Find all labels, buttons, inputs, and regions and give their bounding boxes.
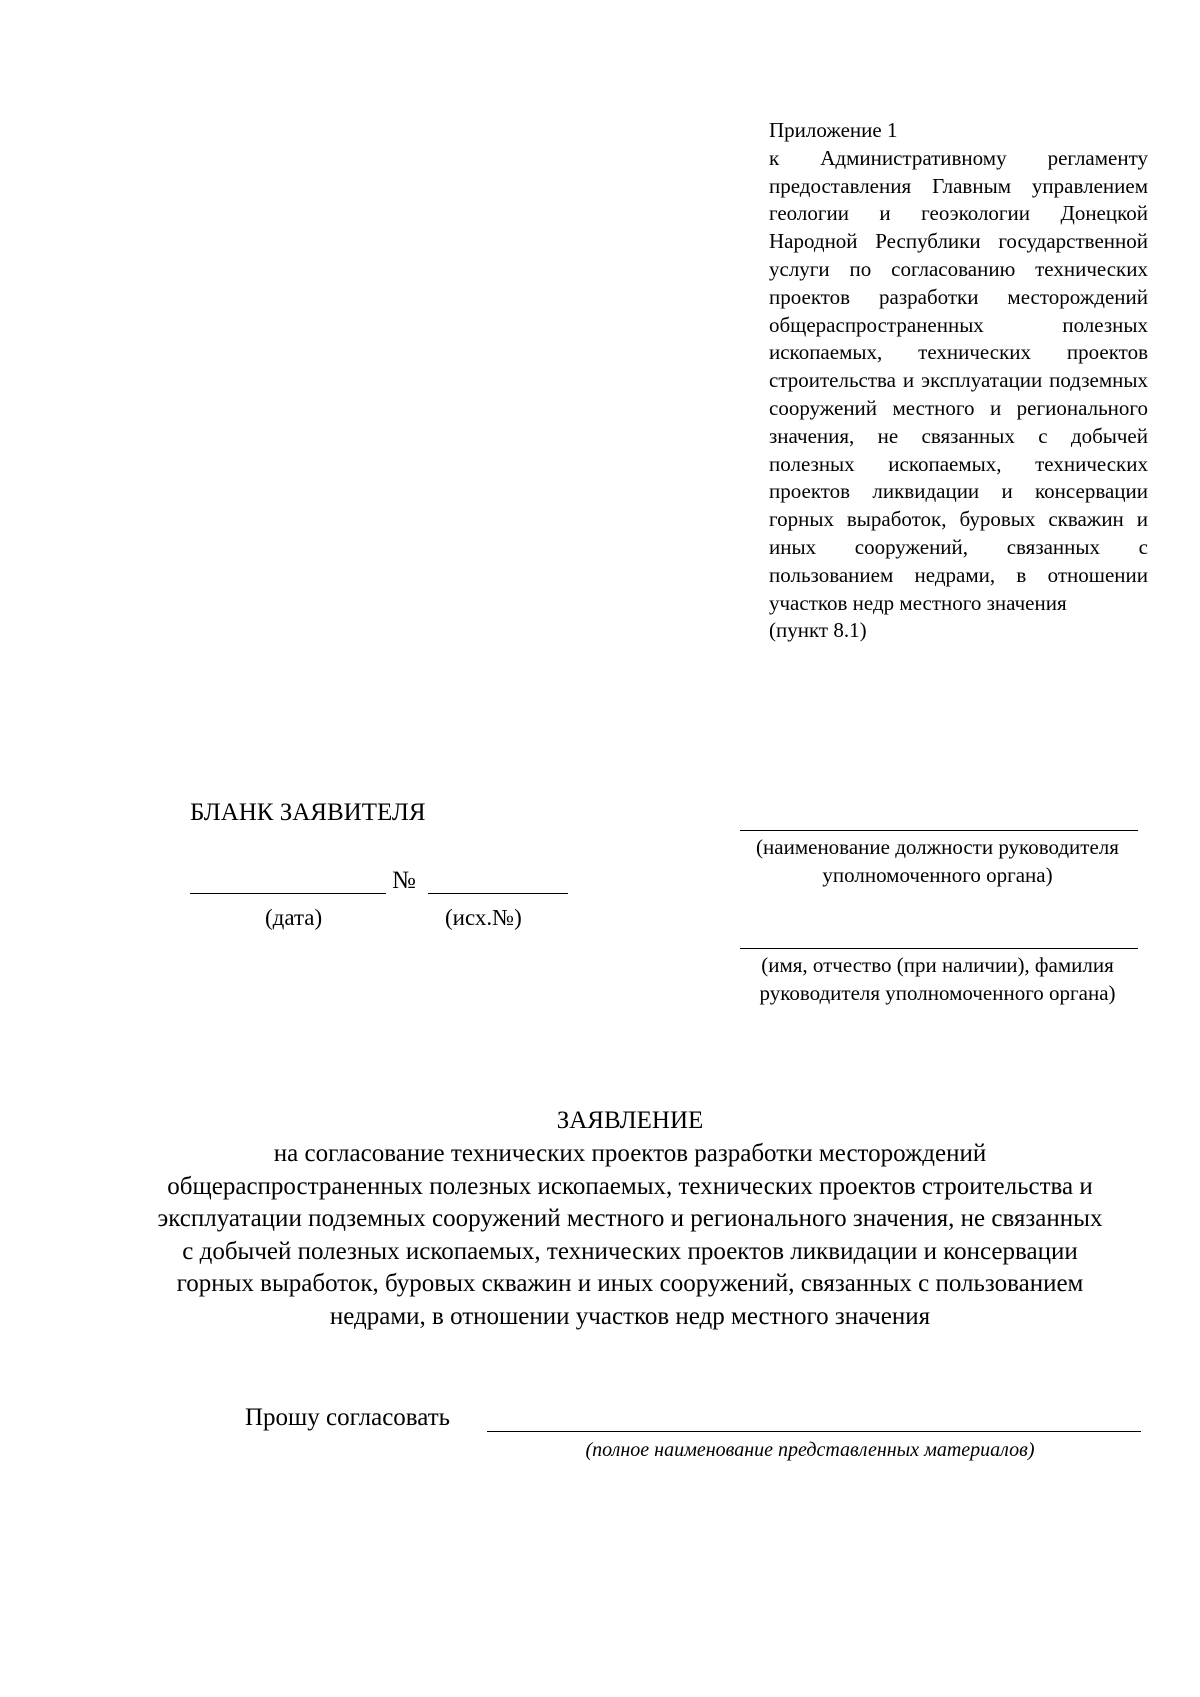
date-line	[190, 893, 386, 894]
request-materials-line	[487, 1431, 1141, 1432]
applicant-blank-title: БЛАНК ЗАЯВИТЕЛЯ	[190, 799, 426, 826]
appendix-point: (пункт 8.1)	[769, 618, 867, 643]
request-materials-caption: (полное наименование представленных материалов)	[585, 1439, 1035, 1461]
outgoing-number-caption: (исх.№)	[445, 905, 522, 930]
statement-heading: ЗАЯВЛЕНИЕ	[556, 1107, 704, 1134]
statement-block	[150, 1104, 1110, 1333]
appendix-title: Приложение 1	[769, 118, 898, 142]
request-label: Прошу согласовать	[245, 1404, 451, 1431]
appendix-block	[769, 117, 1148, 645]
recipient-name-caption: (имя, отчество (при наличии), фамилия руководителя уполномоченного органа)	[759, 953, 1116, 1005]
number-sign: №	[392, 867, 416, 894]
recipient-name-line	[740, 948, 1138, 949]
recipient-position-line	[740, 830, 1138, 831]
date-caption: (дата)	[265, 905, 323, 930]
outgoing-number-line	[428, 893, 568, 894]
statement-text: на согласование технических проектов разработки месторождений общераспространенных полезных ископаемых, технических проектов строительства и эксплуатации подземных сооружений местного и регионального значения, не связанных с добычей полезных ископаемых, технических проектов ликвидации и консервации горных выработок, буровых скважин и иных сооружений, связанных с пользованием недрами, в отношении участков недр местного значения	[157, 1140, 1103, 1330]
recipient-position-caption: (наименование должности руководителя уполномоченного органа)	[756, 835, 1119, 887]
appendix-body: к Административному регламенту предоставления Главным управлением геологии и геоэкологии Донецкой Народной Республики государственной услуги по согласованию технических проектов разработки месторождений общераспространенных полезных ископаемых, технических проектов строительства и эксплуатации подземных сооружений местного и регионального значения, не связанных с добычей полезных ископаемых, технических проектов ликвидации и консервации горных выработок, буровых скважин и иных сооружений, связанных с пользованием недрами, в отношении участков недр местного значения	[769, 145, 1148, 615]
